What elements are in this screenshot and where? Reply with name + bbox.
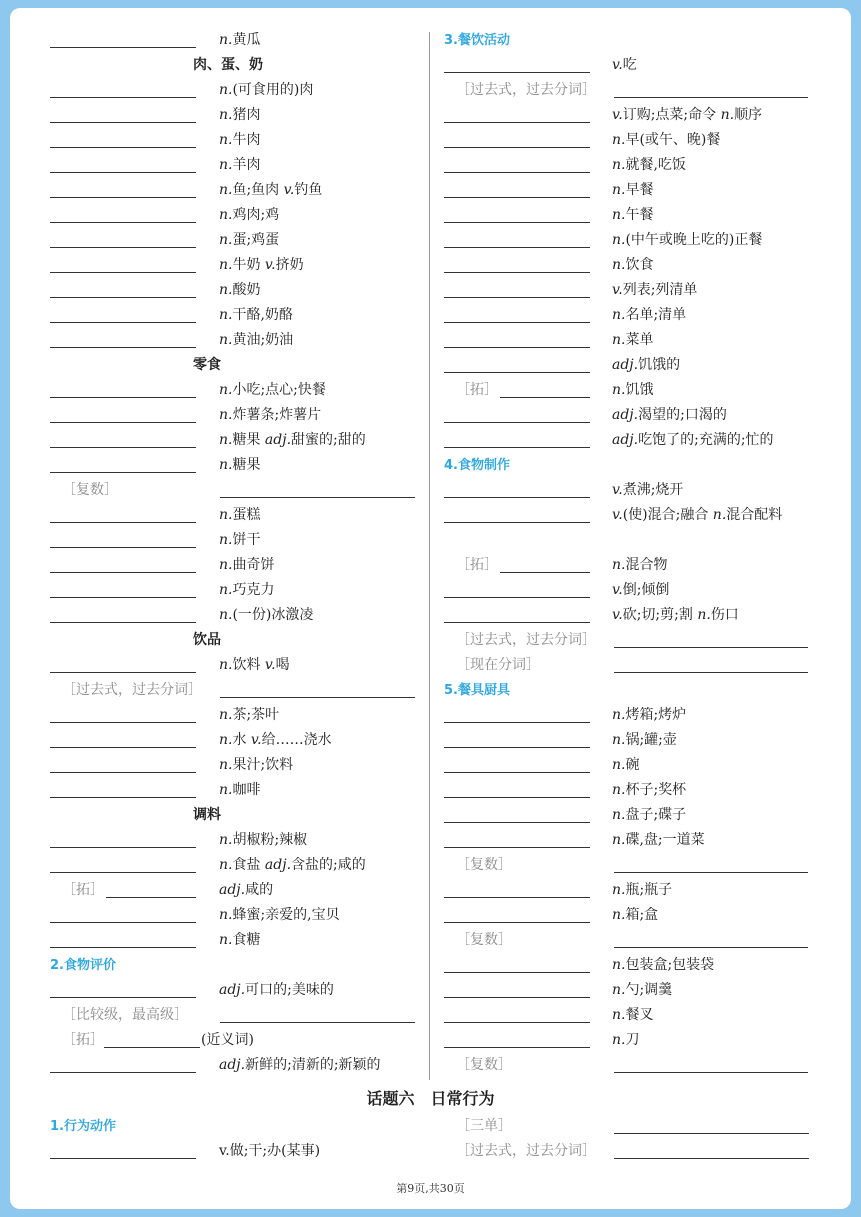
- definition: n.酸奶: [219, 282, 261, 298]
- definition: n.就餐,吃饭: [612, 157, 686, 173]
- item-row: [442, 1028, 822, 1053]
- answer-blank[interactable]: [50, 147, 196, 148]
- definition: n.食盐 adj.含盐的;咸的: [219, 857, 366, 873]
- definition: n.饼干: [219, 532, 261, 548]
- item-row: [48, 278, 420, 303]
- definition: n.(可食用的)肉: [219, 82, 314, 98]
- definition: n.糖果: [219, 457, 261, 473]
- definition: adj.渴望的;口渴的: [612, 407, 727, 423]
- form-row: [48, 678, 420, 703]
- answer-blank[interactable]: [444, 1022, 590, 1023]
- answer-blank[interactable]: [50, 297, 196, 298]
- answer-blank[interactable]: [50, 747, 196, 748]
- item-row: [48, 653, 420, 678]
- item-row: [442, 953, 822, 978]
- answer-blank[interactable]: [106, 897, 196, 898]
- form-label: ［过去式，过去分词］: [456, 632, 596, 648]
- form-row: [442, 628, 822, 653]
- form-row: [442, 1139, 822, 1164]
- extension-label: ［拓］: [456, 557, 498, 573]
- definition: n.茶;茶叶: [219, 707, 280, 723]
- item-row: [48, 428, 420, 453]
- item-row: [48, 253, 420, 278]
- item-row: [442, 603, 822, 628]
- item-row: [442, 303, 822, 328]
- answer-blank[interactable]: [614, 1133, 809, 1134]
- definition: n.混合物: [612, 557, 668, 573]
- answer-blank[interactable]: [614, 872, 808, 873]
- form-row: [48, 1003, 420, 1028]
- answer-blank[interactable]: [614, 672, 808, 673]
- heading-row: [48, 53, 420, 78]
- tall-row: [442, 503, 822, 553]
- definition: n.黄油;奶油: [219, 332, 294, 348]
- answer-blank[interactable]: [614, 1158, 809, 1159]
- answer-blank[interactable]: [50, 197, 196, 198]
- answer-blank[interactable]: [444, 897, 590, 898]
- definition: n.水 v.给……浇水: [219, 732, 332, 748]
- item-row: [48, 78, 420, 103]
- item-row: [48, 203, 420, 228]
- item-row: [48, 28, 420, 53]
- item-row: [442, 278, 822, 303]
- answer-blank[interactable]: [444, 622, 590, 623]
- item-row: [442, 578, 822, 603]
- item-row: [48, 828, 420, 853]
- definition: n.(一份)冰激凌: [219, 607, 314, 623]
- tuo-row: [442, 553, 822, 578]
- answer-blank[interactable]: [444, 272, 590, 273]
- item-row: [442, 753, 822, 778]
- answer-blank[interactable]: [50, 547, 196, 548]
- answer-blank[interactable]: [50, 322, 196, 323]
- answer-blank[interactable]: [50, 1158, 196, 1159]
- definition: n.蛋糕: [219, 507, 261, 523]
- answer-blank[interactable]: [50, 122, 196, 123]
- item-row: [48, 728, 420, 753]
- answer-blank[interactable]: [444, 922, 590, 923]
- definition: n.锅;罐;壶: [612, 732, 677, 748]
- answer-blank[interactable]: [50, 622, 196, 623]
- group-heading: 零食: [193, 357, 221, 373]
- item-row: [442, 978, 822, 1003]
- answer-blank[interactable]: [614, 97, 808, 98]
- definition: adj.新鲜的;清新的;新颖的: [219, 1057, 381, 1073]
- definition: adj.可口的;美味的: [219, 982, 334, 998]
- form-row: [442, 1114, 822, 1139]
- form-row: [442, 78, 822, 103]
- item-row: [48, 103, 420, 128]
- definition: n.勺;调羹: [612, 982, 673, 998]
- definition: n.鸡肉;鸡: [219, 207, 280, 223]
- answer-blank[interactable]: [50, 872, 196, 873]
- answer-blank[interactable]: [444, 172, 590, 173]
- definition: v.倒;倾倒: [612, 582, 670, 598]
- page-footer: 第9页,共30页: [396, 1182, 465, 1195]
- answer-blank[interactable]: [50, 722, 196, 723]
- form-label: ［复数］: [62, 482, 118, 498]
- answer-blank[interactable]: [614, 1072, 808, 1073]
- section-heading: 3.餐饮活动: [444, 33, 510, 48]
- tuo-row: [48, 878, 420, 903]
- definition: n.碗: [612, 757, 640, 773]
- answer-blank[interactable]: [614, 647, 808, 648]
- item-row: [48, 528, 420, 553]
- definition: n.(中午或晚上吃的)正餐: [612, 232, 763, 248]
- answer-blank[interactable]: [50, 922, 196, 923]
- definition: n.小吃;点心;快餐: [219, 382, 326, 398]
- item-row: [442, 153, 822, 178]
- section-heading: 2.食物评价: [50, 958, 116, 973]
- answer-blank[interactable]: [444, 747, 590, 748]
- item-row: [442, 228, 822, 253]
- answer-blank[interactable]: [50, 397, 196, 398]
- item-row: [442, 353, 822, 378]
- item-row: [442, 103, 822, 128]
- definition: n.饥饿: [612, 382, 654, 398]
- item-row: [48, 1053, 420, 1078]
- answer-blank[interactable]: [444, 147, 590, 148]
- answer-blank[interactable]: [50, 847, 196, 848]
- answer-blank[interactable]: [444, 822, 590, 823]
- definition: n.咖啡: [219, 782, 261, 798]
- extension-label: ［拓］: [62, 1032, 104, 1048]
- form-row: [442, 653, 822, 678]
- definition: n.蛋;鸡蛋: [219, 232, 280, 248]
- definition: v.煮沸;烧开: [612, 482, 684, 498]
- answer-blank[interactable]: [444, 422, 590, 423]
- definition: v.砍;切;剪;割 n.伤口: [612, 607, 739, 623]
- answer-blank[interactable]: [444, 722, 590, 723]
- definition: n.炸薯条;炸薯片: [219, 407, 322, 423]
- answer-blank[interactable]: [444, 972, 590, 973]
- item-row: [442, 1003, 822, 1028]
- definition: n.箱;盒: [612, 907, 659, 923]
- answer-blank[interactable]: [50, 947, 196, 948]
- answer-blank[interactable]: [50, 1072, 196, 1073]
- item-row: [442, 703, 822, 728]
- definition: n.刀: [612, 1032, 640, 1048]
- heading-row: [48, 803, 420, 828]
- item-row: [48, 603, 420, 628]
- item-row: [48, 853, 420, 878]
- item-row: [48, 303, 420, 328]
- definition: v.吃: [612, 57, 637, 73]
- answer-blank[interactable]: [444, 372, 590, 373]
- item-row: [442, 203, 822, 228]
- item-row: [48, 778, 420, 803]
- answer-blank[interactable]: [500, 572, 590, 573]
- syn-row: [48, 1028, 420, 1053]
- answer-blank[interactable]: [50, 597, 196, 598]
- item-row: [48, 378, 420, 403]
- vocab-row: [48, 1139, 420, 1164]
- topic-title: 话题六 日常行为: [366, 1089, 495, 1108]
- definition: n.餐叉: [612, 1007, 654, 1023]
- answer-blank[interactable]: [220, 497, 415, 498]
- form-label: ［过去式，过去分词］: [62, 682, 202, 698]
- item-row: [442, 128, 822, 153]
- answer-blank[interactable]: [444, 297, 590, 298]
- answer-blank[interactable]: [444, 222, 590, 223]
- answer-blank[interactable]: [444, 347, 590, 348]
- answer-blank[interactable]: [444, 772, 590, 773]
- answer-blank[interactable]: [444, 1047, 590, 1048]
- extension-label: ［拓］: [62, 882, 104, 898]
- left-column: [48, 28, 420, 1078]
- bottom-right: [442, 1114, 822, 1164]
- heading-row: [48, 353, 420, 378]
- answer-blank[interactable]: [50, 522, 196, 523]
- definition: n.胡椒粉;辣椒: [219, 832, 308, 848]
- worksheet-page: [10, 8, 851, 1209]
- answer-blank[interactable]: [50, 172, 196, 173]
- form-label: ［复数］: [456, 857, 512, 873]
- definition: n.牛肉: [219, 132, 261, 148]
- section-row: [48, 953, 420, 978]
- group-heading: 调料: [193, 807, 221, 823]
- definition: n.瓶;瓶子: [612, 882, 673, 898]
- answer-blank[interactable]: [50, 772, 196, 773]
- answer-blank[interactable]: [444, 797, 590, 798]
- extension-label: ［拓］: [456, 382, 498, 398]
- item-row: [48, 703, 420, 728]
- item-row: [442, 253, 822, 278]
- form-label: ［过去式，过去分词］: [456, 1143, 596, 1159]
- definition: n.名单;清单: [612, 307, 687, 323]
- definition: n.食糖: [219, 932, 261, 948]
- form-row: [442, 853, 822, 878]
- answer-blank[interactable]: [50, 222, 196, 223]
- item-row: [48, 178, 420, 203]
- answer-blank[interactable]: [104, 1047, 200, 1048]
- definition: v.订购;点菜;命令 n.顺序: [612, 107, 763, 123]
- answer-blank[interactable]: [444, 122, 590, 123]
- form-label: ［过去式，过去分词］: [456, 82, 596, 98]
- answer-blank[interactable]: [220, 697, 415, 698]
- definition: adj.咸的: [219, 882, 274, 898]
- definition: n.曲奇饼: [219, 557, 275, 573]
- answer-blank[interactable]: [50, 797, 196, 798]
- section-heading: 4.食物制作: [444, 458, 510, 473]
- form-row: [48, 478, 420, 503]
- answer-blank[interactable]: [50, 422, 196, 423]
- section-row: [442, 453, 822, 478]
- definition: n.碟,盘;一道菜: [612, 832, 705, 848]
- form-label: ［现在分词］: [456, 657, 540, 673]
- answer-blank[interactable]: [614, 947, 808, 948]
- definition: v.(使)混合;融合 n.混合配料: [612, 507, 783, 523]
- definition: n.猪肉: [219, 107, 261, 123]
- synonym-note: (近义词): [201, 1032, 254, 1048]
- answer-blank[interactable]: [444, 522, 590, 523]
- item-row: [442, 878, 822, 903]
- group-heading: 饮品: [193, 632, 221, 648]
- answer-blank[interactable]: [444, 597, 590, 598]
- item-row: [48, 403, 420, 428]
- definition: v.做;干;办(某事): [219, 1143, 321, 1159]
- item-row: [48, 328, 420, 353]
- answer-blank[interactable]: [500, 397, 590, 398]
- item-row: [48, 553, 420, 578]
- definition: n.糖果 adj.甜蜜的;甜的: [219, 432, 366, 448]
- section-row: [442, 28, 822, 53]
- item-row: [48, 903, 420, 928]
- definition: n.包装盒;包装袋: [612, 957, 715, 973]
- form-label: ［三单］: [456, 1118, 512, 1134]
- answer-blank[interactable]: [444, 847, 590, 848]
- form-label: ［比较级，最高级］: [62, 1007, 188, 1023]
- answer-blank[interactable]: [444, 322, 590, 323]
- answer-blank[interactable]: [50, 247, 196, 248]
- answer-blank[interactable]: [444, 497, 590, 498]
- definition: n.菜单: [612, 332, 654, 348]
- answer-blank[interactable]: [444, 997, 590, 998]
- item-row: [48, 978, 420, 1003]
- answer-blank[interactable]: [444, 247, 590, 248]
- definition: n.杯子;奖杯: [612, 782, 687, 798]
- answer-blank[interactable]: [50, 47, 196, 48]
- answer-blank[interactable]: [50, 97, 196, 98]
- item-row: [442, 803, 822, 828]
- answer-blank[interactable]: [444, 447, 590, 448]
- item-row: [48, 228, 420, 253]
- form-row: [442, 928, 822, 953]
- item-row: [48, 503, 420, 528]
- form-row: [442, 1053, 822, 1078]
- item-row: [442, 778, 822, 803]
- item-row: [442, 178, 822, 203]
- item-row: [48, 928, 420, 953]
- definition: adj.饥饿的: [612, 357, 681, 373]
- definition: v.列表;列清单: [612, 282, 698, 298]
- answer-blank[interactable]: [444, 197, 590, 198]
- definition: n.牛奶 v.挤奶: [219, 257, 304, 273]
- definition: n.烤箱;烤炉: [612, 707, 687, 723]
- group-heading: 肉、蛋、奶: [193, 57, 263, 73]
- heading-row: [48, 628, 420, 653]
- definition: n.早(或午、晚)餐: [612, 132, 721, 148]
- answer-blank[interactable]: [444, 72, 590, 73]
- answer-blank[interactable]: [50, 672, 196, 673]
- definition: n.午餐: [612, 207, 654, 223]
- definition: n.蜂蜜;亲爱的,宝贝: [219, 907, 340, 923]
- answer-blank[interactable]: [50, 472, 196, 473]
- item-row: [48, 453, 420, 478]
- item-row: [48, 128, 420, 153]
- definition: n.盘子;碟子: [612, 807, 687, 823]
- definition: adj.吃饱了的;充满的;忙的: [612, 432, 774, 448]
- definition: n.干酪,奶酪: [219, 307, 293, 323]
- definition: n.饮料 v.喝: [219, 657, 290, 673]
- answer-blank[interactable]: [50, 997, 196, 998]
- answer-blank[interactable]: [50, 572, 196, 573]
- right-column: [442, 28, 822, 1078]
- definition: n.早餐: [612, 182, 654, 198]
- answer-blank[interactable]: [50, 447, 196, 448]
- item-row: [442, 728, 822, 753]
- item-row: [442, 903, 822, 928]
- section-heading: 1.行为动作: [50, 1119, 116, 1134]
- column-divider: [429, 32, 430, 1080]
- tuo-row: [442, 378, 822, 403]
- definition: n.果汁;饮料: [219, 757, 294, 773]
- section-row: [442, 678, 822, 703]
- form-label: ［复数］: [456, 932, 512, 948]
- definition: n.巧克力: [219, 582, 275, 598]
- item-row: [442, 478, 822, 503]
- item-row: [48, 153, 420, 178]
- answer-blank[interactable]: [220, 1022, 415, 1023]
- item-row: [442, 53, 822, 78]
- definition: n.鱼;鱼肉 v.钓鱼: [219, 182, 323, 198]
- item-row: [442, 403, 822, 428]
- definition: n.饮食: [612, 257, 654, 273]
- bottom-left: [48, 1114, 420, 1164]
- section-heading: 5.餐具厨具: [444, 683, 510, 698]
- form-label: ［复数］: [456, 1057, 512, 1073]
- item-row: [442, 328, 822, 353]
- item-row: [442, 828, 822, 853]
- item-row: [48, 753, 420, 778]
- answer-blank[interactable]: [50, 347, 196, 348]
- definition: n.羊肉: [219, 157, 261, 173]
- item-row: [48, 578, 420, 603]
- item-row: [442, 428, 822, 453]
- definition: n.黄瓜: [219, 32, 261, 48]
- answer-blank[interactable]: [50, 272, 196, 273]
